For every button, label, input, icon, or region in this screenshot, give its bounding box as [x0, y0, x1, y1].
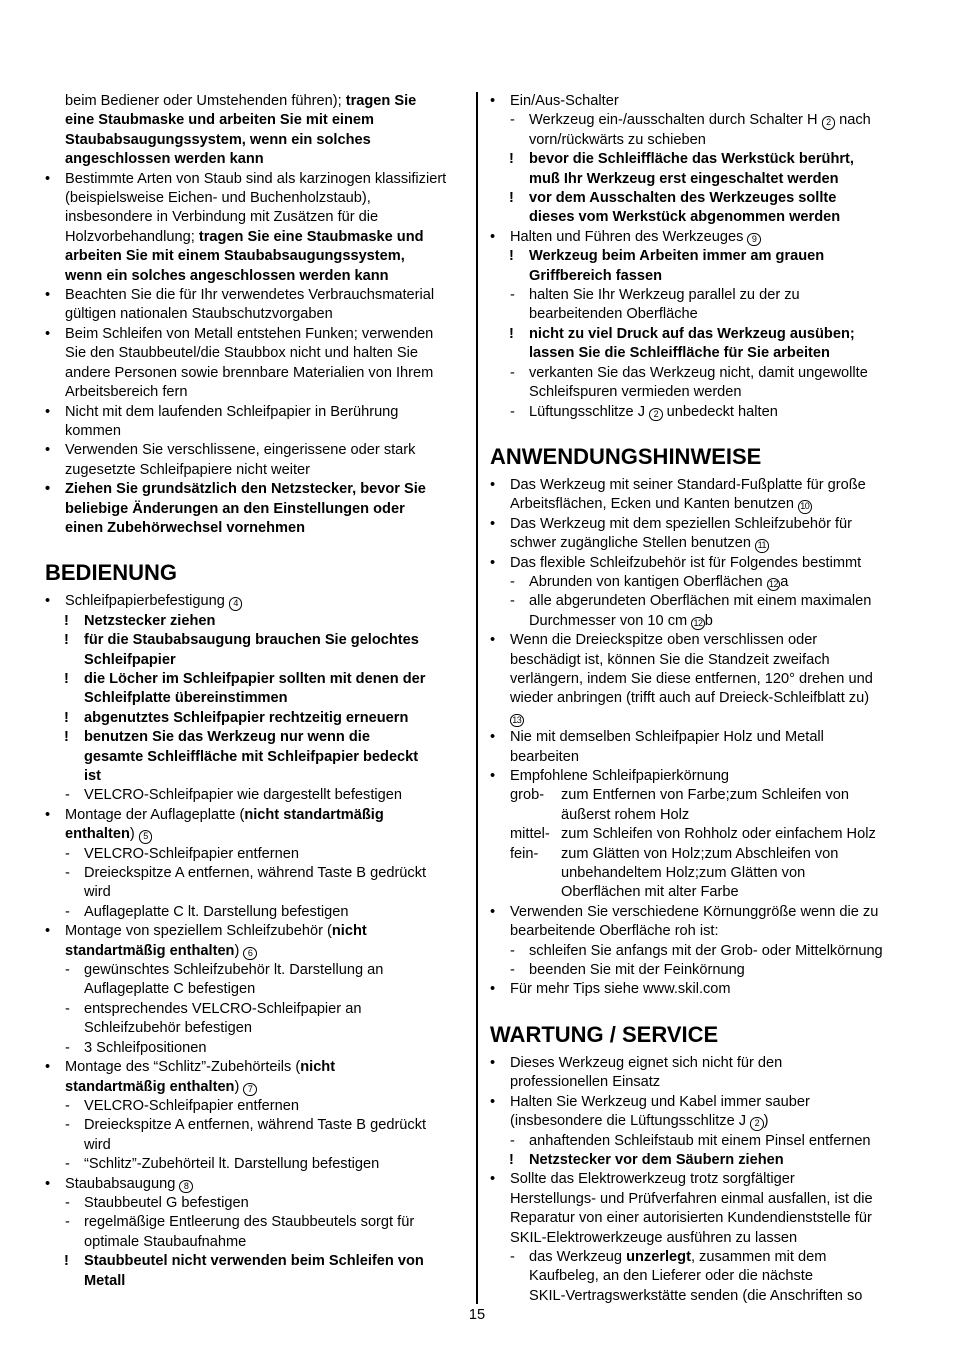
text-line: Sie den Staubbeutel/die Staubbox nicht und halten Sie — [65, 345, 418, 362]
list-item: • Für mehr Tips siehe www.skil.com — [490, 980, 915, 999]
section-title-wartung-service: WARTUNG / SERVICE — [490, 1021, 719, 1047]
text-line: Staubabsaugungssystem, wenn ein solches — [65, 131, 371, 148]
dash-marker: - — [65, 1117, 70, 1134]
dash-item: - schleifen Sie anfangs mit der Grob- oder Mittelkörnung — [490, 942, 915, 961]
bullet-marker: • — [45, 806, 51, 823]
bullet-marker: • — [45, 403, 51, 420]
warning-item: ! Netzstecker ziehen — [45, 612, 465, 631]
text-line: schwer zugängliche Stellen benutzen 11 — [490, 534, 915, 553]
list-item: • Das flexible Schleifzubehör ist für Folgendes bestimmt — [490, 554, 915, 573]
text-line: professionellen Einsatz — [510, 1074, 661, 1091]
dash-item: - alle abgerundeten Oberflächen mit einem maximalen — [490, 592, 915, 611]
text-line: insbesondere in Verbindung mit Zusätzen für die — [65, 209, 379, 226]
list-item: • Bestimmte Arten von Staub sind als karzinogen klassifiziert — [45, 170, 465, 189]
text-line: Griffbereich fassen — [529, 267, 663, 284]
dash-item: - Dreieckspitze A entfernen, während Taste B gedrückt — [45, 1116, 465, 1135]
text-line: Herstellungs- und Prüfverfahren einmal ausfallen, ist die — [510, 1190, 873, 1207]
dash-marker: - — [65, 1194, 70, 1211]
dash-marker: - — [65, 787, 70, 804]
bullet-marker: • — [490, 1054, 496, 1071]
figure-ref-icon: 7 — [243, 1083, 257, 1097]
dash-marker: - — [510, 287, 515, 304]
figure-ref-icon: 2 — [822, 116, 836, 130]
bullet-marker: • — [490, 729, 496, 746]
bullet-marker: • — [490, 632, 496, 649]
text-line: SKIL-Vertragswerkstätte senden (die Anschriften so — [529, 1287, 863, 1304]
warning-marker: ! — [509, 151, 514, 168]
dash-marker: - — [65, 865, 70, 882]
figure-ref-icon: 13 — [510, 714, 524, 728]
text-line: muß Ihr Werkzeug erst eingeschaltet werden — [529, 170, 839, 187]
continuation-text: beim Bediener oder Umstehenden führen); tragen Sie — [65, 93, 417, 109]
text-line: arbeiten Sie mit einem Staubabsaugungssystem, — [65, 248, 405, 265]
figure-ref-icon: 9 — [747, 233, 761, 247]
list-item: • Wenn die Dreieckspitze oben verschlissen oder — [490, 631, 915, 650]
text-line: bearbeitenden Oberfläche — [529, 306, 698, 323]
dash-item: - halten Sie Ihr Werkzeug parallel zu der zu — [490, 286, 915, 305]
text-line: standartmäßig enthalten) 6 — [45, 942, 465, 961]
warning-item: ! benutzen Sie das Werkzeug nur wenn die — [45, 728, 465, 747]
dash-marker: - — [510, 962, 515, 979]
grain-row-mittel: mittel- zum Schleifen von Rohholz oder einfachem Holz — [510, 826, 876, 843]
dash-marker: - — [510, 364, 515, 381]
warning-item: ! nicht zu viel Druck auf das Werkzeug ausüben; — [490, 325, 915, 344]
bullet-marker: • — [490, 93, 496, 109]
text-line: Schleifspuren vermieden werden — [529, 384, 742, 401]
grain-row-fein: fein- zum Glätten von Holz;zum Abschleifen von — [510, 845, 839, 862]
bullet-marker: • — [45, 325, 51, 342]
figure-ref-icon: 5 — [139, 830, 153, 844]
figure-ref-icon: 10 — [798, 500, 812, 514]
warning-item: ! für die Staubabsaugung brauchen Sie gelochtes — [45, 631, 465, 650]
text-line: Durchmesser von 10 cm 12 b — [529, 612, 713, 629]
text-line: Auflageplatte C befestigen — [84, 981, 256, 998]
dash-marker: - — [65, 1000, 70, 1017]
warning-marker: ! — [64, 632, 69, 649]
dash-item: - gewünschtes Schleifzubehör lt. Darstellung an — [45, 961, 465, 980]
bullet-marker: • — [490, 1171, 496, 1188]
text-line: gültigen nationalen Staubschutzvorgaben — [65, 306, 333, 323]
warning-item: ! vor dem Ausschalten des Werkzeuges sollte — [490, 189, 915, 208]
dash-marker: - — [510, 942, 515, 959]
dash-marker: - — [65, 1039, 70, 1056]
list-item: • Das Werkzeug mit dem speziellen Schleifzubehör für — [490, 515, 915, 534]
column-divider — [476, 92, 478, 1304]
dash-item: - VELCRO-Schleifpapier entfernen — [45, 1097, 465, 1116]
dash-item: - verkanten Sie das Werkzeug nicht, damit ungewollte — [490, 364, 915, 383]
figure-ref-icon: 12 — [691, 617, 705, 631]
figure-ref-icon: 8 — [179, 1180, 193, 1194]
dash-marker: - — [65, 962, 70, 979]
list-item: • Verwenden Sie verschiedene Körnunggröße wenn die zu — [490, 903, 915, 922]
warning-item: ! bevor die Schleiffläche das Werkstück berührt, — [490, 150, 915, 169]
left-column — [45, 92, 465, 1291]
dash-item: - Staubbeutel G befestigen — [45, 1194, 465, 1213]
dash-item: - entsprechendes VELCRO-Schleifpapier an — [45, 1000, 465, 1019]
bullet-marker: • — [490, 903, 496, 920]
warning-item: ! Werkzeug beim Arbeiten immer am grauen — [490, 247, 915, 266]
bullet-marker: • — [490, 228, 496, 245]
text-line: vorn/rückwärts zu schieben — [529, 131, 706, 148]
list-item: • Sollte das Elektrowerkzeug trotz sorgfältiger — [490, 1170, 915, 1189]
text-line: unbehandeltem Holz;zum Glätten von — [561, 865, 806, 882]
dash-item: - Dreieckspitze A entfernen, während Taste B gedrückt — [45, 864, 465, 883]
list-item: • Halten und Führen des Werkzeuges 9 — [490, 228, 915, 247]
dash-item: - Auflageplatte C lt. Darstellung befestigen — [45, 903, 465, 922]
dash-item: - VELCRO-Schleifpapier wie dargestellt befestigen — [45, 786, 465, 805]
text-line: Oberflächen mit alter Farbe — [561, 884, 739, 901]
text-line: beschädigt ist, können Sie die Standzeit zweifach — [510, 651, 830, 668]
warning-marker: ! — [64, 729, 69, 746]
dash-item: - 3 Schleifpositionen — [45, 1039, 465, 1058]
dash-item: - regelmäßige Entleerung des Staubbeutels sorgt für — [45, 1213, 465, 1232]
bullet-marker: • — [45, 923, 51, 940]
figure-ref-icon: 11 — [755, 539, 769, 553]
dash-item: - VELCRO-Schleifpapier entfernen — [45, 845, 465, 864]
text-line: ist — [84, 768, 102, 784]
bullet-marker: • — [490, 768, 496, 784]
list-item: • Montage von speziellem Schleifzubehör (nicht — [45, 922, 465, 941]
list-item: • Verwenden Sie verschlissene, eingerissene oder stark — [45, 441, 465, 460]
text-line: äußerst rohem Holz — [561, 806, 690, 823]
dash-item: - Lüftungsschlitze J 2 unbedeckt halten — [490, 403, 915, 422]
warning-marker: ! — [64, 612, 69, 629]
list-item: • Ziehen Sie grundsätzlich den Netzstecker, bevor Sie — [45, 480, 465, 499]
dash-marker: - — [510, 403, 515, 420]
text-line: wenn ein solches angeschlossen werden kann — [65, 267, 389, 284]
figure-ref-icon: 2 — [750, 1117, 764, 1131]
dash-marker: - — [65, 1097, 70, 1114]
text-line: Holzvorbehandlung; tragen Sie eine Staubmaske und — [65, 228, 424, 245]
warning-item: ! Netzstecker vor dem Säubern ziehen — [490, 1151, 915, 1170]
text-line: Kaufbeleg, an den Lieferer oder die nächste — [529, 1268, 813, 1285]
warning-item: ! Staubbeutel nicht verwenden beim Schleifen von — [45, 1252, 465, 1271]
text-line: wird — [84, 1136, 111, 1153]
text-line: Reparatur von einer autorisierten Kundendienststelle für — [510, 1210, 872, 1227]
bullet-marker: • — [490, 981, 496, 998]
list-item: • Empfohlene Schleifpapierkörnung — [490, 767, 915, 786]
text-line: eine Staubmaske und arbeiten Sie mit einem — [65, 112, 374, 129]
bullet-marker: • — [45, 442, 51, 459]
bullet-marker: • — [45, 287, 51, 304]
dash-marker: - — [510, 1248, 515, 1265]
text-line: wieder anbringen (trifft auch auf Dreieck-Schleifblatt zu) — [510, 690, 870, 707]
bullet-marker: • — [490, 515, 496, 532]
list-item: • Nicht mit dem laufenden Schleifpapier in Berührung — [45, 403, 465, 422]
text-line: standartmäßig enthalten) 7 — [45, 1078, 465, 1097]
text-line: bearbeitende Oberfläche roh ist: — [510, 923, 719, 940]
text-line: Schleifzubehör befestigen — [84, 1020, 252, 1037]
warning-marker: ! — [64, 1253, 69, 1270]
list-item: • Beim Schleifen von Metall entstehen Funken; verwenden — [45, 325, 465, 344]
text-line: (insbesondere die Lüftungsschlitze J 2 ) — [510, 1113, 769, 1130]
dash-item: - “Schlitz”-Zubehörteil lt. Darstellung befestigen — [45, 1155, 465, 1174]
bullet-marker: • — [45, 481, 51, 498]
grain-row-grob: grob- zum Entfernen von Farbe;zum Schleifen von — [510, 787, 849, 804]
warning-marker: ! — [64, 670, 69, 687]
list-item: • Montage der Auflageplatte (nicht standartmäßig — [45, 806, 465, 825]
list-item: • Ein/Aus-Schalter — [490, 92, 915, 111]
list-item: • Montage des “Schlitz”-Zubehörteils (nicht — [45, 1058, 465, 1077]
figure-ref-icon: 12 — [767, 578, 781, 592]
bullet-marker: • — [45, 593, 51, 610]
dash-marker: - — [510, 112, 515, 129]
text-line: zugesetzte Schleifpapiere nicht weiter — [65, 461, 310, 478]
dash-item: - Abrunden von kantigen Oberflächen 12 a — [490, 573, 915, 592]
dash-item: - das Werkzeug unzerlegt, zusammen mit dem — [490, 1248, 915, 1267]
text-line: enthalten) 5 — [45, 825, 465, 844]
text-line: kommen — [65, 422, 121, 439]
text-line: Metall — [84, 1272, 126, 1289]
figure-ref-icon: 4 — [229, 597, 243, 611]
text-line: Schleifplatte übereinstimmen — [84, 690, 288, 707]
warning-marker: ! — [509, 1151, 514, 1168]
dash-item: - anhaftenden Schleifstaub mit einem Pinsel entfernen — [490, 1132, 915, 1151]
warning-marker: ! — [509, 325, 514, 342]
dash-marker: - — [65, 1214, 70, 1231]
warning-item: ! die Löcher im Schleifpapier sollten mit denen der — [45, 670, 465, 689]
text-line: andere Personen sowie brennbare Materialien von Ihrem — [65, 364, 434, 381]
dash-marker: - — [510, 593, 515, 610]
section-title-bedienung: BEDIENUNG — [45, 560, 178, 586]
text-line — [490, 709, 915, 728]
dash-item: - Werkzeug ein-/ausschalten durch Schalter H 2 nach — [490, 111, 915, 130]
bullet-marker: • — [490, 1093, 496, 1110]
text-line: Schleifpapier — [84, 651, 176, 668]
list-item: • Beachten Sie die für Ihr verwendetes Verbrauchsmaterial — [45, 286, 465, 305]
text-line: (beispielsweise Eichen- und Buchenholzstaub), — [65, 190, 371, 207]
text-line: optimale Staubaufnahme — [84, 1233, 247, 1250]
text-line: angeschlossen werden kann — [65, 151, 264, 168]
text-line: einen Zubehörwechsel vornehmen — [65, 519, 306, 536]
text-line: bearbeiten — [510, 748, 579, 765]
text-line: verlängern, indem Sie diese entfernen, 120° drehen und — [510, 670, 873, 687]
dash-marker: - — [510, 573, 515, 590]
list-item: • Dieses Werkzeug eignet sich nicht für den — [490, 1054, 915, 1073]
text-line: lassen Sie die Schleiffläche für Sie arbeiten — [529, 345, 830, 362]
warning-marker: ! — [509, 248, 514, 265]
dash-marker: - — [65, 845, 70, 862]
text-line: Arbeitsbereich fern — [65, 384, 188, 401]
dash-marker: - — [65, 903, 70, 920]
section-title-anwendungshinweise: ANWENDUNGSHINWEISE — [490, 443, 762, 469]
text-line: Arbeitsflächen, Ecken und Kanten benutzen 10 — [490, 495, 915, 514]
bullet-marker: • — [490, 476, 496, 493]
figure-ref-icon: 2 — [649, 408, 663, 422]
warning-marker: ! — [64, 709, 69, 726]
text-line: beliebige Änderungen an den Einstellungen oder — [65, 500, 405, 517]
page-number: 15 — [468, 1307, 486, 1323]
dash-marker: - — [65, 1156, 70, 1173]
text-line: dieses vom Werkstück abgenommen werden — [529, 209, 841, 226]
bullet-marker: • — [45, 1059, 51, 1076]
warning-marker: ! — [509, 190, 514, 207]
warning-item: ! abgenutztes Schleifpapier rechtzeitig erneuern — [45, 709, 465, 728]
bullet-marker: • — [45, 170, 51, 187]
figure-ref-icon: 6 — [243, 947, 257, 961]
list-item: • Schleifpapierbefestigung 4 — [45, 592, 465, 611]
dash-marker: - — [510, 1132, 515, 1149]
bullet-marker: • — [490, 554, 496, 571]
text-line: wird — [84, 884, 111, 901]
list-item: • Halten Sie Werkzeug und Kabel immer sauber — [490, 1093, 915, 1112]
bullet-marker: • — [45, 1175, 51, 1192]
dash-item: - beenden Sie mit der Feinkörnung — [490, 961, 915, 980]
text-line: gesamte Schleiffläche mit Schleifpapier bedeckt — [84, 748, 419, 765]
text-line: SKIL-Elektrowerkzeuge ausführen zu lassen — [510, 1229, 798, 1246]
list-item: • Das Werkzeug mit seiner Standard-Fußplatte für große — [490, 476, 915, 495]
list-item: • Staubabsaugung 8 — [45, 1175, 465, 1194]
list-item: • Nie mit demselben Schleifpapier Holz und Metall — [490, 728, 915, 747]
right-column — [490, 92, 915, 1306]
